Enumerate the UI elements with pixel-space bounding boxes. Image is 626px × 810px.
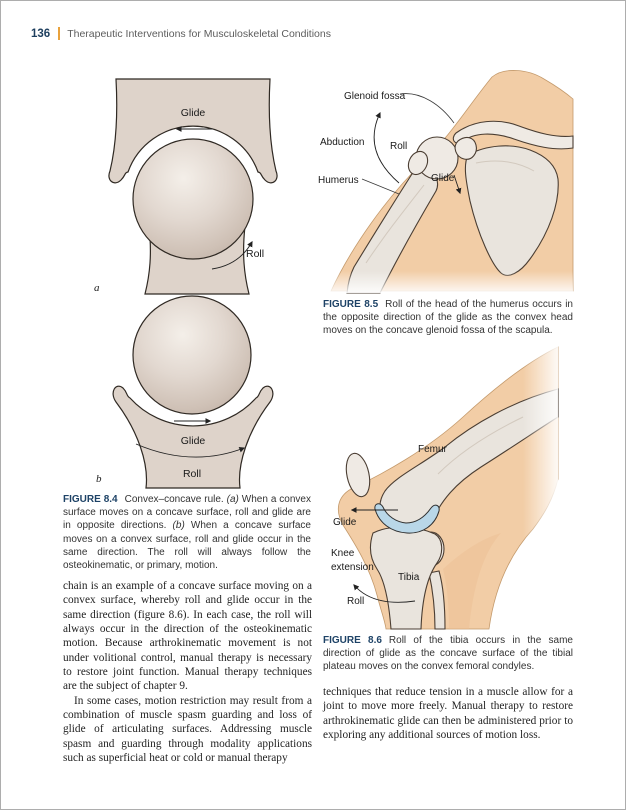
- convex-ball-surface: [133, 139, 253, 259]
- humerus-label: Humerus: [318, 175, 359, 186]
- figure-8-4b-illustration: [86, 296, 286, 488]
- right-column-body-text: [323, 685, 573, 742]
- figure-8-6-caption-tag: FIGURE 8.6: [323, 635, 382, 646]
- bottom-fade: [306, 271, 573, 293]
- glide-label: Glide: [333, 517, 357, 528]
- humerus-leader-line: [362, 179, 399, 194]
- figure-8-4-caption: [63, 493, 311, 572]
- figure-8-6-caption-text: Roll of the tibia occurs in the same direction of glide as the concave surface of the tibial plateau moves on the convex femoral condyles.: [323, 635, 573, 673]
- page-number: 136: [31, 27, 51, 40]
- page-header: [31, 27, 331, 40]
- running-head-title: Therapeutic Interventions for Musculoskeletal Conditions: [67, 27, 331, 40]
- caption-seg2: When a convex surface moves on a concave surface, roll and glide are in opposite directions.: [63, 494, 311, 532]
- panel-letter-b: b: [96, 473, 102, 485]
- caption-seg3: When a concave surface moves on a convex surface, roll and glide occur in the same direction. The roll will always follow the osteokinematic, or primary, motion.: [63, 520, 311, 572]
- figure-8-6-illustration: [323, 339, 558, 629]
- knee-extension-label-line2: extension: [331, 562, 374, 573]
- paragraph: chain is an example of a concave surface moving on a convex surface, whereby roll and glide occur in the same direction (figure 8.6). In each case, the roll will always occur in the direction of the osteokinematic motion. Because arthrokinematic movement is not under volitional control, manual therapy is necessary to restore joint function. Manual therapy techniques are the subject of chapter 9.: [63, 580, 312, 693]
- roll-label: Roll: [390, 141, 408, 152]
- glenoid-leader-line: [400, 94, 454, 123]
- tibia-label: Tibia: [398, 572, 420, 583]
- figure-8-4a-illustration: [86, 76, 286, 294]
- paragraph: In some cases, motion restriction may result from a combination of muscle spasm guarding and loss of glide of articulating surfaces. Addressing muscle spasm and guarding through modality applications such as superficial heat or cold or manual therapy: [63, 694, 312, 765]
- figure-8-5-caption: [323, 298, 573, 338]
- caption-b-ref: (b): [172, 520, 185, 532]
- glide-label: Glide: [431, 173, 455, 184]
- figure-8-5-caption-tag: FIGURE 8.5: [323, 299, 379, 310]
- glide-label: Glide: [180, 435, 206, 447]
- figure-8-5-illustration: [306, 63, 573, 293]
- caption-seg1: Convex–concave rule.: [124, 494, 227, 505]
- figure-8-6-caption: [323, 634, 573, 674]
- coracoid-process: [455, 138, 476, 160]
- paragraph: techniques that reduce tension in a muscle allow for a joint to move more freely. Manual therapy to restore arthrokinematic glide can then be administered prior to exploring any additional sources of motion loss.: [323, 686, 573, 742]
- figure-8-4-caption-tag: FIGURE 8.4: [63, 494, 118, 505]
- roll-label: Roll: [246, 248, 265, 260]
- roll-label: Roll: [347, 596, 365, 607]
- knee-extension-label-line1: Knee: [331, 548, 355, 559]
- abduction-label: Abduction: [320, 137, 365, 148]
- convex-ball-surface: [133, 296, 251, 414]
- figure-8-5-caption-text: Roll of the head of the humerus occurs in the opposite direction of the glide as the convex head moves on the concave glenoid fossa of the scapula.: [323, 299, 573, 337]
- right-edge-fade: [523, 339, 558, 629]
- glide-label: Glide: [180, 107, 206, 119]
- header-divider-bar: [58, 27, 60, 40]
- caption-a-ref: (a): [226, 494, 239, 505]
- glenoid-fossa-label: Glenoid fossa: [344, 91, 406, 102]
- panel-letter-a: a: [94, 282, 100, 294]
- left-column-body-text: [63, 579, 312, 765]
- femur-label: Femur: [418, 444, 447, 455]
- roll-label: Roll: [182, 468, 202, 480]
